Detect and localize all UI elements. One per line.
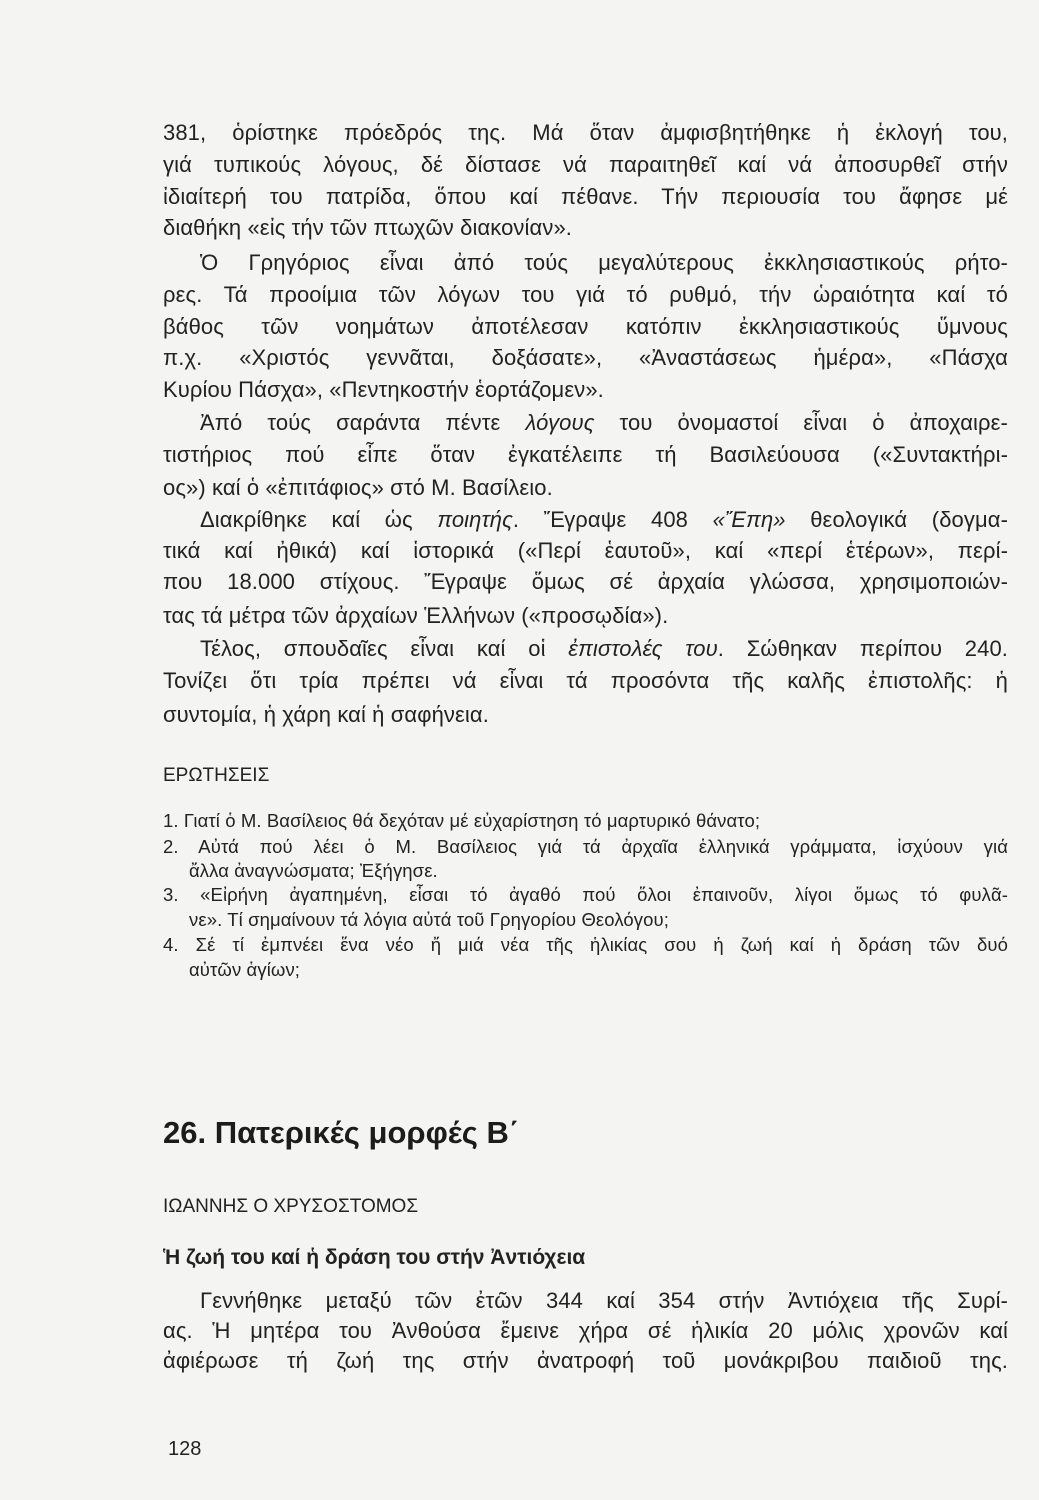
text-line: [163, 702, 1008, 728]
text-line: ας. Ἡ μητέρα του Ἀνθούσα ἔμεινε χήρα σέ ἡλικία 20 μόλις χρονῶν καί: [163, 1318, 1008, 1343]
question-line: αὐτῶν ἁγίων;: [189, 959, 301, 980]
text-line: [163, 377, 1008, 403]
text-segment: τας τά μέτρα τῶν ἀρχαίων Ἑλλήνων («προσῳδία»).: [163, 603, 669, 628]
text-segment: Διακρίθηκε καί ὡς: [200, 507, 438, 532]
text-segment: ἰδιαίτερή του πατρίδα, ὅπου καί πέθανε. Τήν περιουσία του ἄφησε μέ: [163, 184, 1008, 209]
text-segment: Τονίζει ὅτι τρία πρέπει νά εἶναι τά προσόντα τῆς καλῆς ἐπιστολῆς: ἡ: [163, 668, 1008, 693]
text-segment: . Ἔγραψε 408: [512, 507, 713, 532]
italic-segment: ἐπιστολές του: [568, 636, 718, 661]
text-line: [163, 442, 1008, 468]
italic-segment: ποιητής: [437, 507, 513, 532]
page-number: 128: [168, 1438, 202, 1460]
question-line: 1. Γιατί ὁ Μ. Βασίλειος θά δεχόταν μέ εὐχαρίστηση τό μαρτυρικό θάνατο;: [163, 810, 761, 831]
text-segment: γιά τυπικούς λόγους, δέ δίστασε νά παραιτηθεῖ καί νά ἀποσυρθεῖ στήν: [163, 152, 1008, 177]
text-line: [163, 184, 1008, 210]
text-segment: . Σώθηκαν περίπου 240.: [717, 636, 1009, 661]
chapter-title: 26. Πατερικές μορφές Β΄: [163, 1115, 520, 1150]
text-line: [163, 475, 1008, 501]
text-segment: βάθος τῶν νοημάτων ἀποτέλεσαν κατόπιν ἐκκλησιαστικούς ὕμνους: [163, 314, 1008, 339]
text-line: [163, 282, 1008, 308]
section-heading: Ἡ ζωή του καί ἡ δράση του στήν Ἀντιόχεια: [163, 1246, 586, 1269]
italic-segment: «Ἔπη»: [712, 507, 786, 532]
text-line: [163, 152, 1008, 178]
question-line: 2. Αὐτά πού λέει ὁ Μ. Βασίλειος γιά τά ἀρχαῖα ἑλληνικά γράμματα, ἰσχύουν γιά: [163, 836, 1008, 857]
text-segment: συντομία, ἡ χάρη καί ἡ σαφήνεια.: [163, 702, 489, 727]
text-segment: π.χ. «Χριστός γεννᾶται, δοξάσατε», «Ἀναστάσεως ἡμέρα», «Πάσχα: [163, 345, 1008, 370]
text-segment: τιστήριος πού εἶπε ὅταν ἐγκατέλειπε τή Βασιλεύουσα («Συντακτήρι-: [163, 442, 1008, 467]
text-segment: του ὀνομαστοί εἶναι ὁ ἀποχαιρε-: [594, 410, 1008, 435]
text-line: [163, 538, 1008, 564]
text-segment: ρες. Τά προοίμια τῶν λόγων του γιά τό ρυθμό, τήν ὡραιότητα καί τό: [163, 282, 1008, 307]
italic-segment: λόγους: [525, 410, 595, 435]
text-line: ἀφιέρωσε τή ζωή της στήν ἀνατροφή τοῦ μονάκριβου παιδιοῦ της.: [163, 1348, 1008, 1373]
subject-heading: ΙΩΑΝΝΗΣ Ο ΧΡΥΣΟΣΤΟΜΟΣ: [163, 1196, 419, 1217]
text-line: [163, 668, 1008, 694]
text-segment: θεολογικά (δογμα-: [785, 507, 1009, 532]
text-line: [163, 215, 1008, 241]
text-line: [163, 120, 1008, 146]
question-line: 3. «Εἰρήνη ἀγαπημένη, εἶσαι τό ἀγαθό πού ὅλοι ἐπαινοῦν, λίγοι ὅμως τό φυλᾶ-: [163, 884, 1008, 905]
text-line: [163, 569, 1008, 595]
questions-heading: ΕΡΩΤΗΣΕΙΣ: [163, 765, 270, 786]
text-line: [163, 250, 1008, 276]
text-line: [163, 507, 1008, 533]
question-line: ἄλλα ἀναγνώσματα; Ἐξήγησε.: [189, 860, 438, 881]
text-segment: Ὁ Γρηγόριος εἶναι ἀπό τούς μεγαλύτερους ἐκκλησιαστικούς ρήτο-: [200, 250, 1008, 275]
text-segment: ος») καί ὁ «ἐπιτάφιος» στό Μ. Βασίλειο.: [163, 475, 553, 500]
text-line: [163, 345, 1008, 371]
question-line: 4. Σέ τί ἐμπνέει ἕνα νέο ἤ μιά νέα τῆς ἡλικίας σου ἡ ζωή καί ἡ δράση τῶν δυό: [163, 934, 1008, 955]
text-line: [163, 603, 1008, 629]
text-segment: διαθήκη «εἰς τήν τῶν πτωχῶν διακονίαν».: [163, 215, 572, 240]
text-line: [163, 314, 1008, 340]
text-segment: Κυρίου Πάσχα», «Πεντηκοστήν ἑορτάζομεν».: [163, 377, 604, 402]
text-segment: τικά καί ἠθικά) καί ἱστορικά («Περί ἑαυτοῦ», καί «περί ἑτέρων», περί-: [163, 538, 1008, 563]
text-segment: Τέλος, σπουδαῖες εἶναι καί οἱ: [200, 636, 569, 661]
text-line: Γεννήθηκε μεταξύ τῶν ἐτῶν 344 καί 354 στήν Ἀντιόχεια τῆς Συρί-: [200, 1288, 1008, 1313]
text-segment: 381, ὁρίστηκε πρόεδρός της. Μά ὅταν ἀμφισβητήθηκε ἡ ἐκλογή του,: [163, 120, 1008, 145]
text-segment: που 18.000 στίχους. Ἔγραψε ὅμως σέ ἀρχαία γλώσσα, χρησιμοποιών-: [163, 569, 1008, 594]
text-segment: Ἀπό τούς σαράντα πέντε: [200, 410, 526, 435]
text-line: [163, 410, 1008, 436]
text-line: [163, 636, 1008, 662]
question-line: νε». Τί σημαίνουν τά λόγια αὐτά τοῦ Γρηγορίου Θεολόγου;: [189, 909, 669, 930]
